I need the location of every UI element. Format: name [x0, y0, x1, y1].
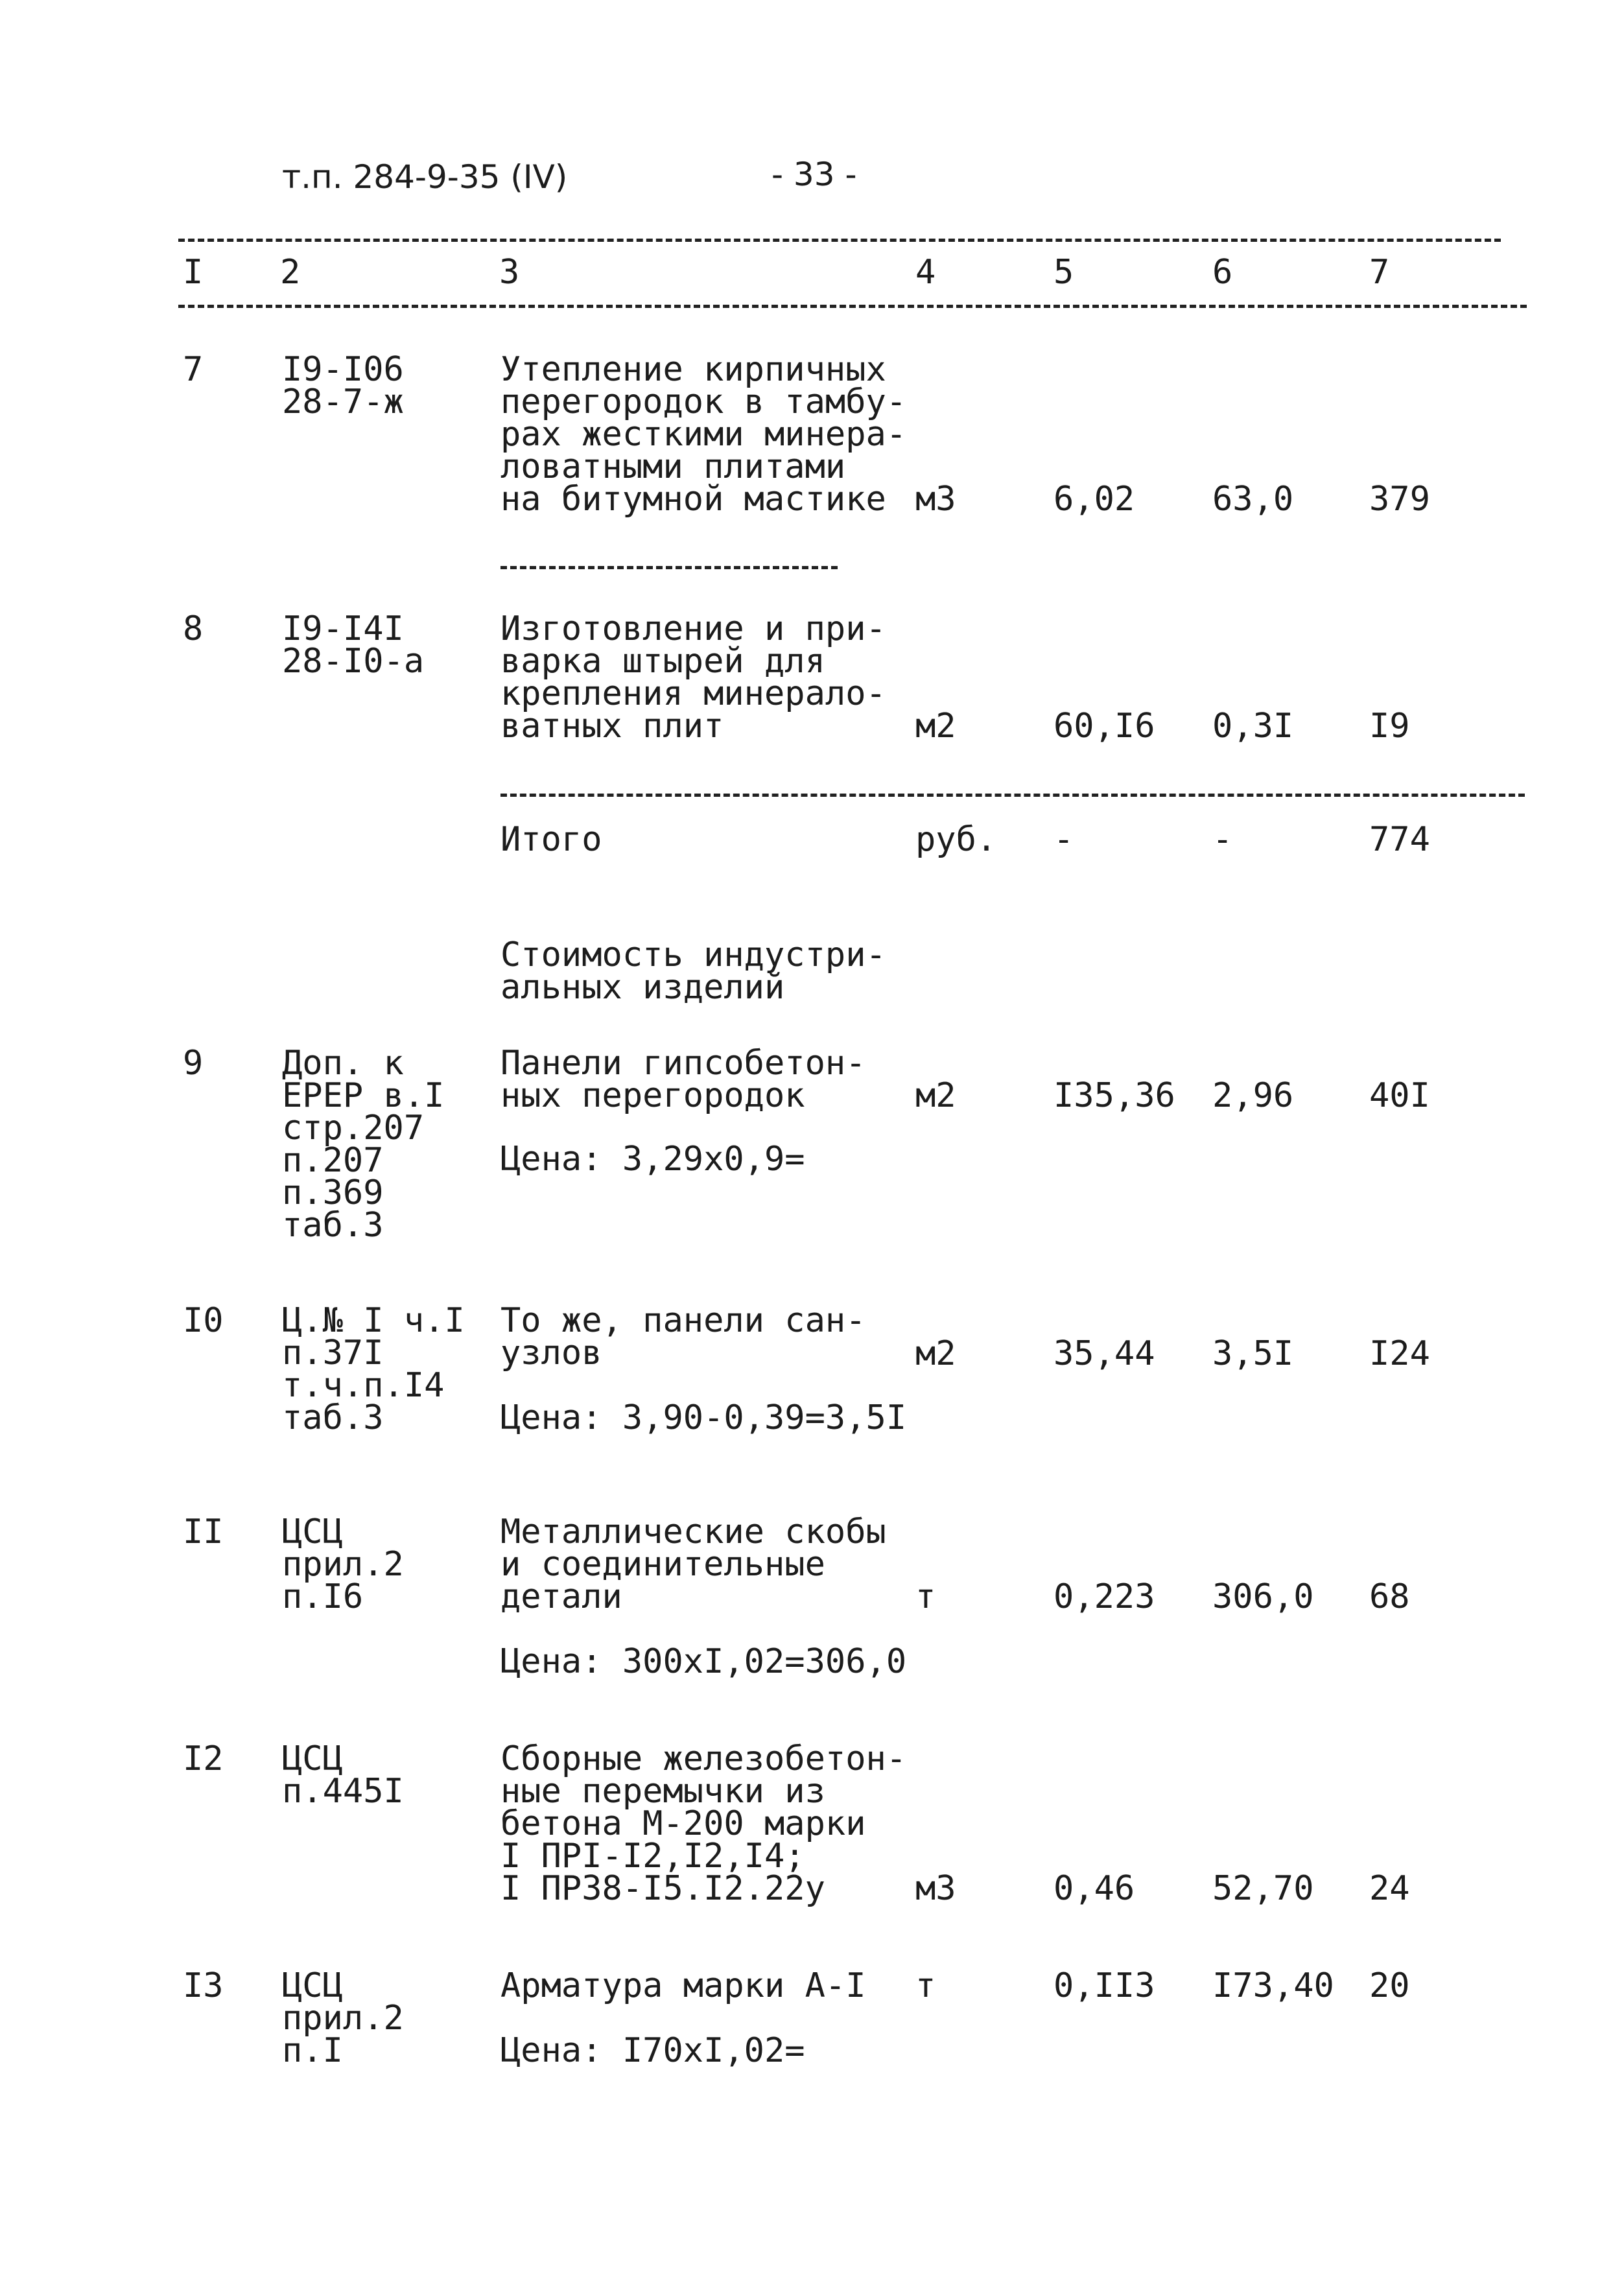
row-number: 7: [183, 350, 204, 389]
reference-line: п.I: [282, 2031, 343, 2070]
quantity-cell: 0,46: [1053, 1869, 1135, 1908]
description-line: рах жесткими минера-: [500, 415, 907, 454]
unit-cell: т: [915, 1966, 936, 2005]
reference-cell: [282, 1966, 404, 2070]
reference-line: ЦСЦ: [282, 1966, 343, 2005]
price-note: Цена: I70хI,02=: [500, 2031, 805, 2070]
description-line: и соединительные: [500, 1545, 825, 1584]
document-code: т.п. 284-9-35 (IV): [282, 158, 568, 196]
description-cell: [500, 1513, 886, 1616]
reference-cell: [282, 1301, 465, 1437]
description-line: на битумной мастике: [500, 480, 886, 519]
reference-line: Доп. к: [282, 1044, 404, 1083]
section-heading-line: альных изделий: [500, 968, 785, 1007]
row-number: I3: [183, 1966, 224, 2005]
reference-line: ЦСЦ: [282, 1513, 343, 1551]
column-number-2: 2: [280, 253, 301, 292]
unit-cell: м3: [915, 1869, 956, 1908]
reference-line: прил.2: [282, 1545, 404, 1584]
reference-cell: [282, 1044, 445, 1245]
column-number-4: 4: [915, 253, 936, 292]
unit-cell: м3: [915, 480, 956, 519]
total-label: Итого: [500, 820, 602, 859]
price-note: Цена: 3,90-0,39=3,5I: [500, 1398, 907, 1437]
description-line: Панели гипсобетон-: [500, 1044, 866, 1083]
reference-line: 28-7-ж: [282, 383, 404, 421]
description-line: ных перегородок: [500, 1076, 805, 1115]
description-line: I ПРI-I2,I2,I4;: [500, 1837, 805, 1876]
column-number-7: 7: [1369, 253, 1390, 292]
reference-line: прил.2: [282, 1999, 404, 2038]
reference-cell: [282, 1513, 404, 1616]
description-line: I ПР38-I5.I2.22у: [500, 1869, 825, 1908]
description-line: То же, панели сан-: [500, 1301, 866, 1340]
reference-line: п.37I: [282, 1334, 384, 1372]
total-cell: 20: [1369, 1966, 1410, 2005]
description-cell: [500, 609, 886, 746]
reference-line: I9-I06: [282, 350, 404, 389]
row-number: I0: [183, 1301, 224, 1340]
section-heading: [500, 936, 886, 1007]
quantity-cell: 0,223: [1053, 1577, 1155, 1616]
grand-total-value: 774: [1369, 820, 1430, 859]
unit-cell: м2: [915, 1076, 956, 1115]
reference-line: п.445I: [282, 1772, 404, 1811]
quantity-cell: 6,02: [1053, 480, 1135, 519]
quantity-cell: 35,44: [1053, 1334, 1155, 1373]
reference-cell: [282, 1739, 404, 1811]
total-unit: руб.: [915, 820, 997, 859]
row-number: I2: [183, 1739, 224, 1778]
reference-line: таб.3: [282, 1206, 384, 1245]
unit-price-cell: 306,0: [1212, 1577, 1314, 1616]
description-line: бетона М-200 марки: [500, 1804, 866, 1843]
description-cell: [500, 1966, 866, 2005]
row-separator: [500, 566, 838, 569]
description-line: ные перемычки из: [500, 1772, 825, 1811]
reference-line: Ц.№ I ч.I: [282, 1301, 465, 1340]
description-line: перегородок в тамбу-: [500, 383, 907, 421]
column-number-6: 6: [1212, 253, 1233, 292]
description-line: ловатными плитами: [500, 447, 846, 486]
description-line: Изготовление и при-: [500, 609, 886, 648]
reference-line: таб.3: [282, 1398, 384, 1437]
description-line: варка штырей для: [500, 642, 825, 681]
header-rule-bottom: [178, 305, 1527, 308]
reference-line: 28-I0-а: [282, 642, 425, 681]
page-number: - 33 -: [771, 156, 857, 193]
unit-price-cell: I73,40: [1212, 1966, 1334, 2005]
description-line: Металлические скобы: [500, 1513, 886, 1551]
description-line: детали: [500, 1577, 622, 1616]
description-cell: [500, 1301, 866, 1372]
description-cell: [500, 350, 907, 519]
reference-line: п.369: [282, 1173, 384, 1212]
description-line: ватных плит: [500, 707, 724, 746]
quantity-cell: 0,II3: [1053, 1966, 1155, 2005]
reference-line: ЦСЦ: [282, 1739, 343, 1778]
description-cell: [500, 1739, 907, 1908]
unit-price-cell: 3,5I: [1212, 1334, 1294, 1373]
unit-price-cell: 52,70: [1212, 1869, 1314, 1908]
description-cell: [500, 1044, 866, 1115]
total-cell: 40I: [1369, 1076, 1430, 1115]
total-cell: 379: [1369, 480, 1430, 519]
total-cell: 24: [1369, 1869, 1410, 1908]
column-number-5: 5: [1053, 253, 1074, 292]
reference-line: стр.207: [282, 1109, 425, 1148]
total-cell: I24: [1369, 1334, 1430, 1373]
unit-price-cell: 63,0: [1212, 480, 1294, 519]
reference-line: ЕРЕР в.I: [282, 1076, 445, 1115]
row-number: II: [183, 1513, 224, 1551]
total-cell: I9: [1369, 707, 1410, 746]
unit-price-cell: 2,96: [1212, 1076, 1294, 1115]
reference-line: п.207: [282, 1141, 384, 1180]
column-number-1: I: [183, 253, 204, 292]
unit-price-cell: 0,3I: [1212, 707, 1294, 746]
quantity-cell: I35,36: [1053, 1076, 1175, 1115]
quantity-cell: 60,I6: [1053, 707, 1155, 746]
header-rule-top: [178, 239, 1501, 242]
row-number: 9: [183, 1044, 204, 1083]
reference-line: I9-I4I: [282, 609, 404, 648]
price-note: Цена: 300хI,02=306,0: [500, 1642, 907, 1681]
total-cell: 68: [1369, 1577, 1410, 1616]
row-number: 8: [183, 609, 204, 648]
total-unit-price: -: [1212, 820, 1233, 859]
description-line: Утепление кирпичных: [500, 350, 886, 389]
total-quantity: -: [1053, 820, 1074, 859]
reference-cell: [282, 609, 425, 681]
reference-line: п.I6: [282, 1577, 364, 1616]
reference-line: т.ч.п.I4: [282, 1366, 445, 1405]
unit-cell: м2: [915, 1334, 956, 1373]
section-heading-line: Стоимость индустри-: [500, 936, 886, 974]
description-line: узлов: [500, 1334, 602, 1372]
description-line: крепления минерало-: [500, 674, 886, 713]
unit-cell: т: [915, 1577, 936, 1616]
column-number-3: 3: [499, 253, 520, 292]
description-line: Сборные железобетон-: [500, 1739, 907, 1778]
price-note: Цена: 3,29х0,9=: [500, 1140, 805, 1179]
subtotal-rule: [500, 794, 1525, 797]
reference-cell: [282, 350, 404, 421]
unit-cell: м2: [915, 707, 956, 746]
description-line: Арматура марки А-I: [500, 1966, 866, 2005]
